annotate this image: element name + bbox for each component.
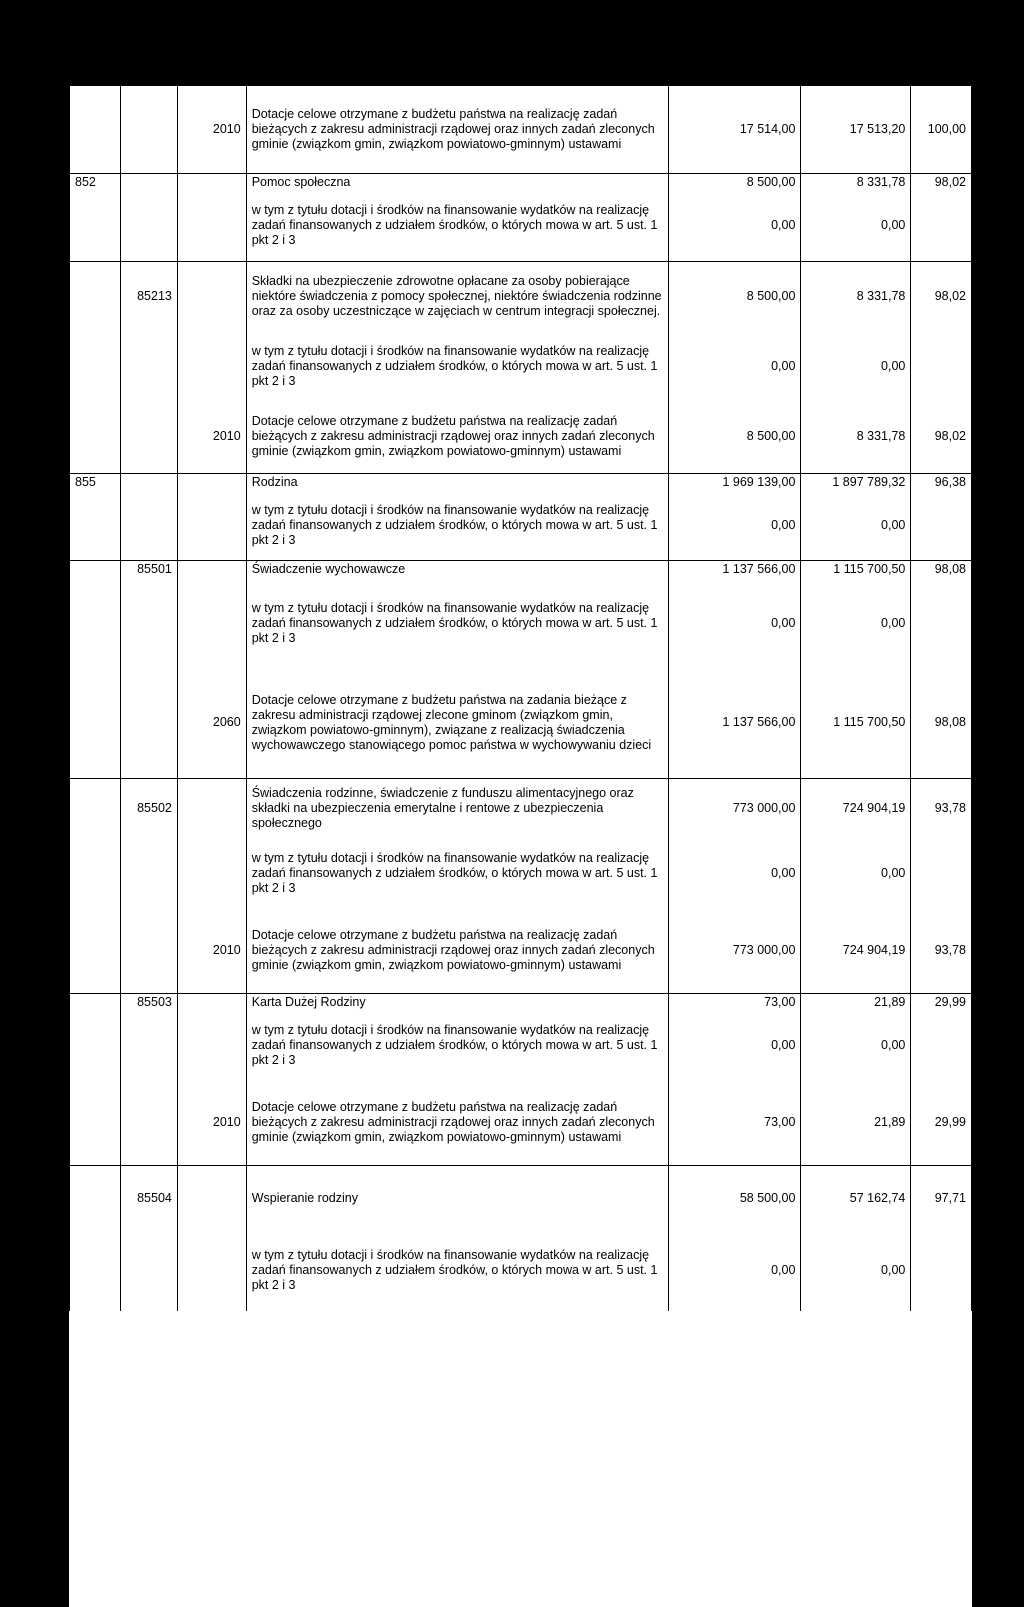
chapter-number-cell [121, 86, 178, 174]
chapter-number-cell [121, 401, 178, 473]
chapter-number-cell [121, 174, 178, 192]
execution-percent-cell: 100,00 [911, 86, 972, 174]
description-cell: Dotacje celowe otrzymane z budżetu państwa na realizację zadań bieżących z zakresu administracji rządowej oraz innych zadań zleconych gminie (związkom gmin, związkom powiatowo-gminnym) ustawami [246, 401, 668, 473]
execution-percent-cell [911, 331, 972, 401]
header-row [70, 473, 972, 491]
execution-percent-cell [911, 838, 972, 908]
planned-amount-cell: 1 969 139,00 [668, 473, 801, 491]
planned-amount-cell: 0,00 [668, 191, 801, 261]
description-cell: w tym z tytułu dotacji i środków na finansowanie wydatków na realizację zadań finansowanych z udziałem środków, o których mowa w art. 5 ust. 1 pkt 2 i 3 [246, 191, 668, 261]
header-row [70, 1166, 972, 1231]
planned-amount-cell: 0,00 [668, 578, 801, 668]
executed-amount-cell: 1 115 700,50 [801, 561, 911, 579]
section-number-cell [70, 908, 121, 993]
description-cell: Rodzina [246, 473, 668, 491]
executed-amount-cell: 57 162,74 [801, 1166, 911, 1231]
paragraph-number-cell [177, 578, 246, 668]
planned-amount-cell: 17 514,00 [668, 86, 801, 174]
budget-sheet [69, 85, 972, 1607]
planned-amount-cell: 58 500,00 [668, 1166, 801, 1231]
description-cell: w tym z tytułu dotacji i środków na finansowanie wydatków na realizację zadań finansowanych z udziałem środków, o których mowa w art. 5 ust. 1 pkt 2 i 3 [246, 331, 668, 401]
planned-amount-cell: 0,00 [668, 331, 801, 401]
execution-percent-cell: 97,71 [911, 1166, 972, 1231]
section-number-cell [70, 191, 121, 261]
chapter-number-cell [121, 838, 178, 908]
execution-percent-cell [911, 1011, 972, 1081]
executed-amount-cell: 8 331,78 [801, 401, 911, 473]
description-cell: Świadczenie wychowawcze [246, 561, 668, 579]
chapter-number-cell [121, 1081, 178, 1166]
section-number-cell [70, 561, 121, 579]
executed-amount-cell: 0,00 [801, 491, 911, 561]
header-row [70, 561, 972, 579]
executed-amount-cell: 1 115 700,50 [801, 668, 911, 778]
paragraph-number-cell: 2060 [177, 668, 246, 778]
execution-percent-cell: 93,78 [911, 778, 972, 838]
section-number-cell: 852 [70, 174, 121, 192]
planned-amount-cell: 773 000,00 [668, 908, 801, 993]
chapter-number-cell: 85503 [121, 993, 178, 1011]
executed-amount-cell: 0,00 [801, 838, 911, 908]
chapter-number-cell: 85501 [121, 561, 178, 579]
paragraph-number-cell [177, 561, 246, 579]
subitem-row [70, 191, 972, 261]
planned-amount-cell: 73,00 [668, 1081, 801, 1166]
description-cell: w tym z tytułu dotacji i środków na finansowanie wydatków na realizację zadań finansowanych z udziałem środków, o których mowa w art. 5 ust. 1 pkt 2 i 3 [246, 1231, 668, 1311]
header-row [70, 174, 972, 192]
section-number-cell [70, 491, 121, 561]
paragraph-number-cell [177, 1231, 246, 1311]
subitem-row [70, 491, 972, 561]
execution-percent-cell [911, 1231, 972, 1311]
chapter-number-cell: 85213 [121, 261, 178, 331]
executed-amount-cell: 8 331,78 [801, 261, 911, 331]
description-cell: Karta Dużej Rodziny [246, 993, 668, 1011]
budget-table-body [70, 86, 972, 1311]
planned-amount-cell: 773 000,00 [668, 778, 801, 838]
chapter-number-cell [121, 1231, 178, 1311]
description-cell: Świadczenia rodzinne, świadczenie z funduszu alimentacyjnego oraz składki na ubezpieczenia emerytalne i rentowe z ubezpieczenia społecznego [246, 778, 668, 838]
item-row [70, 668, 972, 778]
description-cell: w tym z tytułu dotacji i środków na finansowanie wydatków na realizację zadań finansowanych z udziałem środków, o których mowa w art. 5 ust. 1 pkt 2 i 3 [246, 1011, 668, 1081]
paragraph-number-cell [177, 491, 246, 561]
subitem-row [70, 1231, 972, 1311]
execution-percent-cell: 96,38 [911, 473, 972, 491]
paragraph-number-cell [177, 778, 246, 838]
section-number-cell [70, 1166, 121, 1231]
execution-percent-cell [911, 491, 972, 561]
paragraph-number-cell [177, 191, 246, 261]
executed-amount-cell: 0,00 [801, 1231, 911, 1311]
executed-amount-cell: 724 904,19 [801, 778, 911, 838]
section-number-cell [70, 778, 121, 838]
execution-percent-cell: 98,02 [911, 174, 972, 192]
chapter-number-cell: 85504 [121, 1166, 178, 1231]
section-number-cell [70, 1231, 121, 1311]
item-row [70, 401, 972, 473]
paragraph-number-cell: 2010 [177, 401, 246, 473]
planned-amount-cell: 0,00 [668, 491, 801, 561]
chapter-number-cell: 85502 [121, 778, 178, 838]
paragraph-number-cell [177, 473, 246, 491]
executed-amount-cell: 0,00 [801, 578, 911, 668]
executed-amount-cell: 0,00 [801, 191, 911, 261]
chapter-number-cell [121, 668, 178, 778]
chapter-number-cell [121, 331, 178, 401]
executed-amount-cell: 21,89 [801, 1081, 911, 1166]
execution-percent-cell: 98,08 [911, 668, 972, 778]
planned-amount-cell: 0,00 [668, 1011, 801, 1081]
header-row [70, 261, 972, 331]
section-number-cell [70, 993, 121, 1011]
description-cell: Pomoc społeczna [246, 174, 668, 192]
chapter-number-cell [121, 191, 178, 261]
planned-amount-cell: 8 500,00 [668, 174, 801, 192]
paragraph-number-cell [177, 331, 246, 401]
section-number-cell [70, 401, 121, 473]
executed-amount-cell: 724 904,19 [801, 908, 911, 993]
section-number-cell [70, 331, 121, 401]
description-cell: Dotacje celowe otrzymane z budżetu państwa na realizację zadań bieżących z zakresu administracji rządowej oraz innych zadań zleconych gminie (związkom gmin, związkom powiatowo-gminnym) ustawami [246, 1081, 668, 1166]
section-number-cell [70, 668, 121, 778]
executed-amount-cell: 17 513,20 [801, 86, 911, 174]
section-number-cell [70, 86, 121, 174]
budget-table [69, 85, 972, 1311]
chapter-number-cell [121, 491, 178, 561]
description-cell: w tym z tytułu dotacji i środków na finansowanie wydatków na realizację zadań finansowanych z udziałem środków, o których mowa w art. 5 ust. 1 pkt 2 i 3 [246, 838, 668, 908]
execution-percent-cell: 29,99 [911, 1081, 972, 1166]
planned-amount-cell: 8 500,00 [668, 401, 801, 473]
section-number-cell [70, 261, 121, 331]
subitem-row [70, 578, 972, 668]
item-row [70, 1081, 972, 1166]
description-cell: Składki na ubezpieczenie zdrowotne opłacane za osoby pobierające niektóre świadczenia z pomocy społecznej, niektóre świadczenia rodzinne oraz za osoby uczestniczące w zajęciach w centrum integracji społecznej. [246, 261, 668, 331]
chapter-number-cell [121, 1011, 178, 1081]
planned-amount-cell: 1 137 566,00 [668, 668, 801, 778]
execution-percent-cell [911, 578, 972, 668]
planned-amount-cell: 0,00 [668, 1231, 801, 1311]
planned-amount-cell: 1 137 566,00 [668, 561, 801, 579]
section-number-cell: 855 [70, 473, 121, 491]
paragraph-number-cell [177, 1011, 246, 1081]
description-cell: Wspieranie rodziny [246, 1166, 668, 1231]
section-number-cell [70, 1081, 121, 1166]
executed-amount-cell: 8 331,78 [801, 174, 911, 192]
subitem-row [70, 1011, 972, 1081]
executed-amount-cell: 1 897 789,32 [801, 473, 911, 491]
paragraph-number-cell [177, 838, 246, 908]
executed-amount-cell: 0,00 [801, 331, 911, 401]
section-number-cell [70, 578, 121, 668]
paragraph-number-cell [177, 993, 246, 1011]
chapter-number-cell [121, 473, 178, 491]
execution-percent-cell: 93,78 [911, 908, 972, 993]
description-cell: w tym z tytułu dotacji i środków na finansowanie wydatków na realizację zadań finansowanych z udziałem środków, o których mowa w art. 5 ust. 1 pkt 2 i 3 [246, 491, 668, 561]
header-row [70, 778, 972, 838]
execution-percent-cell [911, 191, 972, 261]
paragraph-number-cell [177, 1166, 246, 1231]
paragraph-number-cell: 2010 [177, 908, 246, 993]
chapter-number-cell [121, 578, 178, 668]
executed-amount-cell: 0,00 [801, 1011, 911, 1081]
execution-percent-cell: 98,02 [911, 401, 972, 473]
planned-amount-cell: 0,00 [668, 838, 801, 908]
paragraph-number-cell [177, 174, 246, 192]
planned-amount-cell: 8 500,00 [668, 261, 801, 331]
header-row [70, 993, 972, 1011]
description-cell: Dotacje celowe otrzymane z budżetu państwa na zadania bieżące z zakresu administracji rządowej zlecone gminom (związkom gmin, związkom powiatowo-gminnym), związane z realizacją świadczenia wychowawczego stanowiącego pomoc państwa w wychowywaniu dzieci [246, 668, 668, 778]
chapter-number-cell [121, 908, 178, 993]
execution-percent-cell: 98,08 [911, 561, 972, 579]
executed-amount-cell: 21,89 [801, 993, 911, 1011]
section-number-cell [70, 838, 121, 908]
subitem-row [70, 838, 972, 908]
paragraph-number-cell: 2010 [177, 86, 246, 174]
item-row [70, 86, 972, 174]
description-cell: w tym z tytułu dotacji i środków na finansowanie wydatków na realizację zadań finansowanych z udziałem środków, o których mowa w art. 5 ust. 1 pkt 2 i 3 [246, 578, 668, 668]
subitem-row [70, 331, 972, 401]
paragraph-number-cell: 2010 [177, 1081, 246, 1166]
execution-percent-cell: 29,99 [911, 993, 972, 1011]
section-number-cell [70, 1011, 121, 1081]
description-cell: Dotacje celowe otrzymane z budżetu państwa na realizację zadań bieżących z zakresu administracji rządowej oraz innych zadań zleconych gminie (związkom gmin, związkom powiatowo-gminnym) ustawami [246, 86, 668, 174]
description-cell: Dotacje celowe otrzymane z budżetu państwa na realizację zadań bieżących z zakresu administracji rządowej oraz innych zadań zleconych gminie (związkom gmin, związkom powiatowo-gminnym) ustawami [246, 908, 668, 993]
paragraph-number-cell [177, 261, 246, 331]
planned-amount-cell: 73,00 [668, 993, 801, 1011]
execution-percent-cell: 98,02 [911, 261, 972, 331]
item-row [70, 908, 972, 993]
